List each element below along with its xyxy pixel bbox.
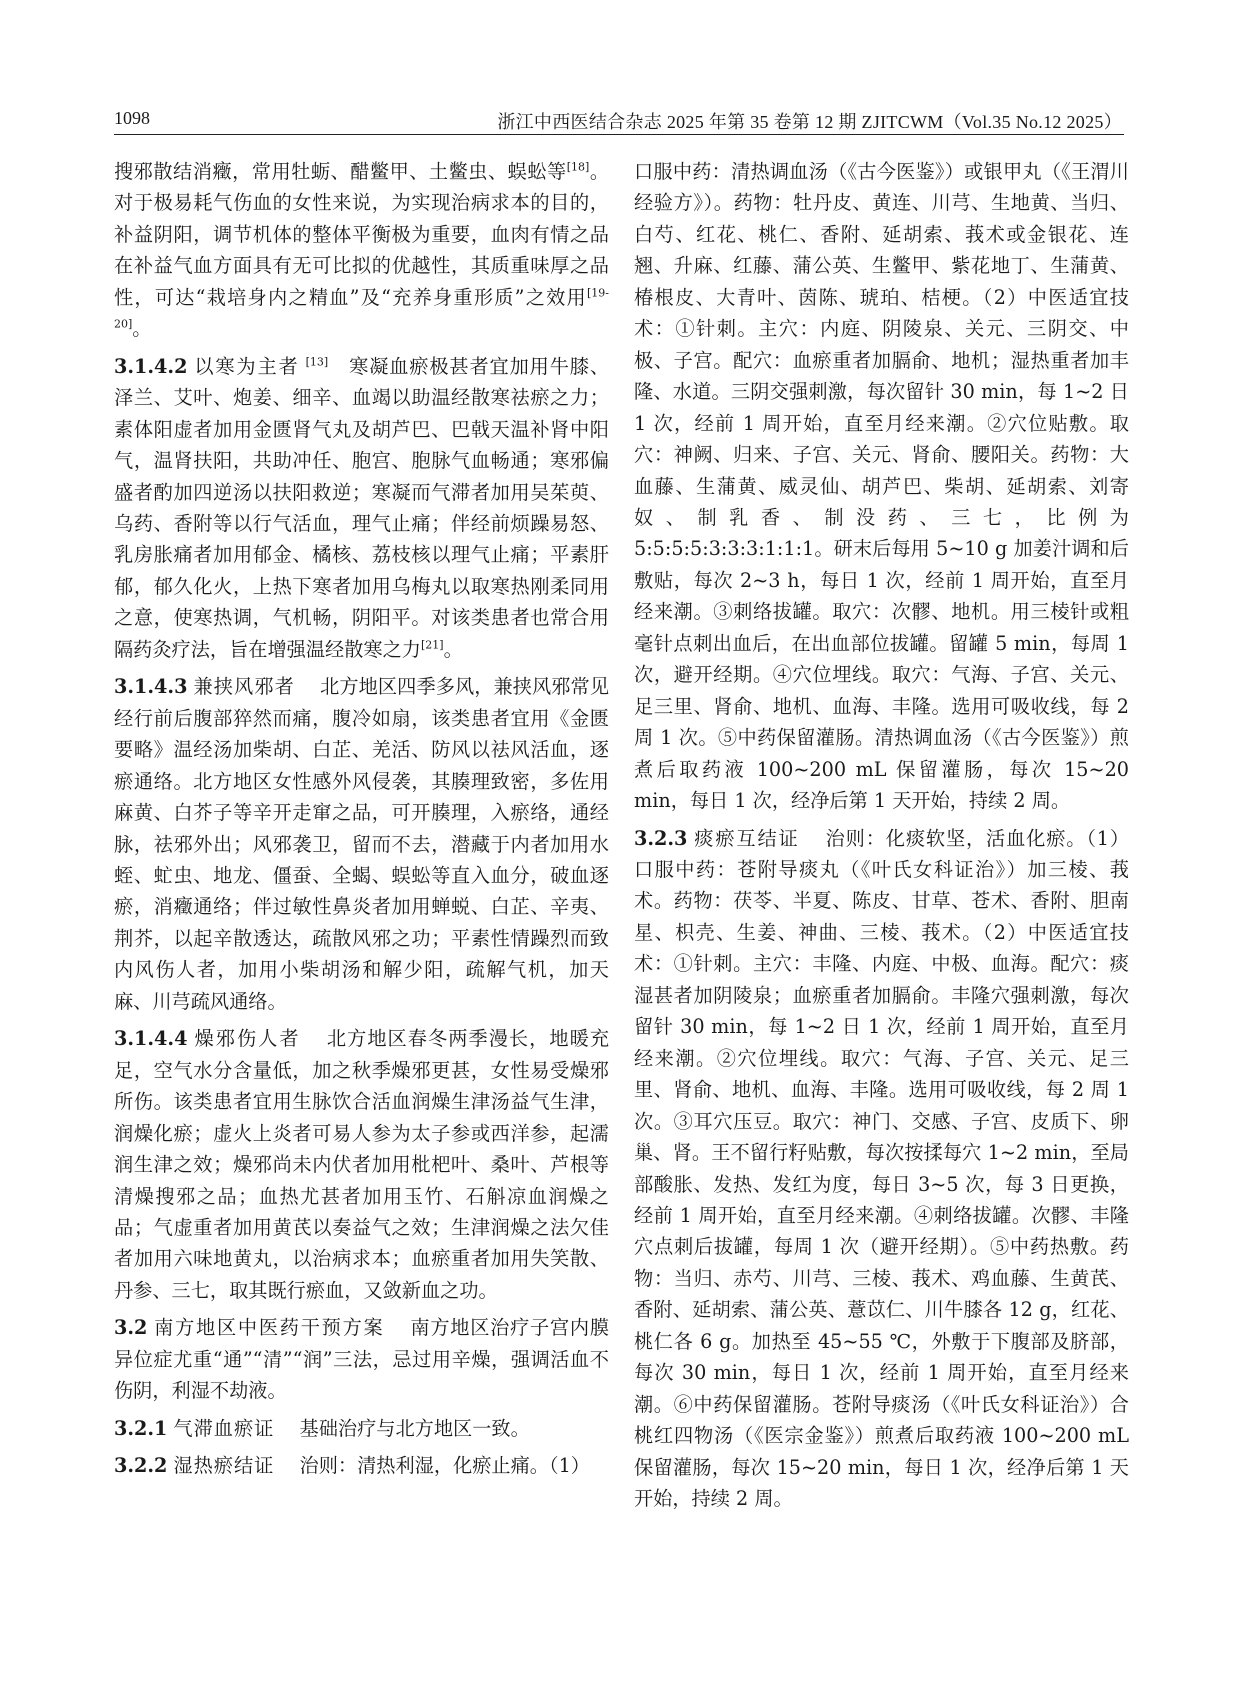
section-3-1-4-3 — [114, 671, 609, 1017]
section-number: 3.1.4.3 — [114, 675, 188, 699]
section-number: 3.2 — [114, 1316, 148, 1340]
body-text: 南方地区治疗子宫内膜异位症尤重“通”“清”“润”三法，忌过用辛燥，强调活血不伤阴，利湿不劫液。 — [114, 1316, 610, 1403]
section-number: 3.2.2 — [114, 1454, 168, 1478]
citation: [18] — [566, 160, 590, 174]
body-text: 北方地区春冬两季漫长，地暖充足，空气水分含量低，加之秋季燥邪更甚，女性易受燥邪所伤。该类患者宜用生脉饮合活血润燥生津汤益气生津，润燥化瘀；虚火上炎者可易人参为太子参或西洋参，起濡润生津之效；燥邪尚未内伏者加用枇杷叶、桑叶、芦根等清燥搜邪之品；血热尤甚者加用玉竹、石斛凉血润燥之品；气虚重者加用黄芪以奏益气之效；生津润燥之法欠佳者加用六味地黄丸，以治病求本；血瘀重者加用失笑散、丹参、三七，取其既行瘀血，又敛新血之功。 — [114, 1027, 610, 1302]
body-text: 。 — [132, 317, 152, 341]
citation: [19-20] — [114, 286, 609, 331]
section-number: 3.1.4.2 — [114, 354, 188, 378]
body-text: 北方地区四季多风，兼挟风邪常见经行前后腹部猝然而痛，腹冷如扇，该类患者宜用《金匮要略》温经汤加柴胡、白芷、羌活、防风以祛风活血，逐瘀通络。北方地区女性感外风侵袭，其腠理致密，多佐用麻黄、白芥子等辛开走窜之品，可开腠理，入瘀络，通经脉，祛邪外出；风邪袭卫，留而不去，潜藏于内者加用水蛭、虻虫、地龙、僵蚕、全蝎、蜈蚣等直入血分，破血逐瘀，消癥通络；伴过敏性鼻炎者加用蝉蜕、白芷、辛夷、荆芥，以起辛散透达，疏散风邪之功；平素性情躁烈而致内风伤人者，加用小柴胡汤和解少阳，疏解气机，加天麻、川芎疏风通络。 — [114, 675, 610, 1013]
body-text: 寒凝血瘀极甚者宜加用牛膝、泽兰、艾叶、炮姜、细辛、血竭以助温经散寒祛瘀之力；素体阳虚者加用金匮肾气丸及胡芦巴、巴戟天温补肾中阳气，温肾扶阳，共助冲任、胞宫、胞脉气血畅通；寒邪偏盛者酌加四逆汤以扶阳救逆；寒凝而气滞者加用吴茱萸、乌药、香附等以行气活血，理气止痛；伴经前烦躁易怒、乳房胀痛者加用郁金、橘核、荔枝核以理气止痛；平素肝郁，郁久化火，上热下寒者加用乌梅丸以取寒热刚柔同用之意，使寒热调，气机畅，阴阳平。对该类患者也常合用隔药灸疗法，旨在增强温经散寒之力 — [114, 354, 610, 661]
section-number: 3.2.3 — [634, 826, 688, 850]
citation: [13] — [305, 355, 329, 369]
section-3-2 — [114, 1312, 609, 1406]
section-title: 气滞血瘀证 — [173, 1416, 275, 1440]
page-header — [0, 0, 1240, 150]
section-title: 痰瘀互结证 — [693, 826, 800, 850]
header-rule — [114, 134, 1124, 135]
citation: [21] — [421, 638, 444, 652]
section-title: 燥邪伤人者 — [193, 1027, 301, 1051]
body-text: 。 — [443, 637, 463, 661]
section-3-1-4-2 — [114, 351, 609, 666]
section-title: 兼挟风邪者 — [193, 675, 295, 699]
section-title: 南方地区中医药干预方案 — [153, 1316, 385, 1340]
body-text: 治则：清热利湿，化瘀止痛。（1） — [299, 1454, 590, 1478]
section-3-2-2 — [114, 1450, 609, 1481]
section-3-1-4-4 — [114, 1023, 609, 1306]
right-column — [634, 156, 1129, 1514]
body-text: 。对于极易耗气伤血的女性来说，为实现治病求本的目的，补益阴阳，调节机体的整体平衡极为重要，血肉有情之品在补益气血方面具有无可比拟的优越性，其质重味厚之品性，可达“栽培身内之精血”及“充养身重形质”之效用 — [114, 160, 610, 309]
section-title: 以寒为主者 — [193, 354, 300, 378]
section-number: 3.1.4.4 — [114, 1027, 188, 1051]
section-number: 3.2.1 — [114, 1416, 168, 1440]
paragraph — [114, 156, 609, 345]
section-3-2-3 — [634, 823, 1129, 1515]
section-title: 湿热瘀结证 — [173, 1454, 275, 1478]
paragraph — [634, 156, 1129, 817]
body-text: 搜邪散结消癥，常用牡蛎、醋鳖甲、土鳖虫、蜈蚣等 — [114, 160, 567, 183]
body-text: 口服中药：清热调血汤（《古今医鉴》）或银甲丸（《王渭川经验方》）。药物：牡丹皮、黄连、川芎、生地黄、当归、白芍、红花、桃仁、香附、延胡索、莪术或金银花、连翘、升麻、红藤、蒲公英、生鳖甲、紫花地丁、生蒲黄、椿根皮、大青叶、茵陈、琥珀、桔梗。（2）中医适宜技术：①针刺。主穴：内庭、阴陵泉、关元、三阴交、中极、子宫。配穴：血瘀重者加膈俞、地机；湿热重者加丰隆、水道。三阴交强刺激，每次留针 30 min，每 1~2 日 1 次，经前 1 周开始，直至月经来潮。②穴位贴敷。取穴：神阙、归来、子宫、关元、肾俞、腰阳关。药物：大血藤、生蒲黄、威灵仙、胡芦巴、柴胡、延胡索、刘寄奴、制乳香、制没药、三七，比例为 5:5:5:5:3:3:3:1:1:1。研末后每用 5~10 g 加姜汁调和后敷贴，每次 2~3 h，每日 1 次，经前 1 周开始，直至月经来潮。③刺络拔罐。取穴：次髎、地机。用三棱针或粗毫针点刺出血后，在出血部位拔罐。留罐 5 min，每周 1 次，避开经期。④穴位埋线。取穴：气海、子宫、关元、足三里、肾俞、地机、血海、丰隆。选用可吸收线，每 2 周 1 次。⑤中药保留灌肠。清热调血汤（《古今医鉴》）煎煮后取药液 100~200 mL 保留灌肠，每次 15~20 min，每日 1 次，经净后第 1 天开始，持续 2 周。 — [634, 160, 1129, 813]
body-text: 治则：化痰软坚，活血化瘀。（1）口服中药：苍附导痰丸（《叶氏女科证治》）加三棱、莪术。药物：茯苓、半夏、陈皮、甘草、苍术、香附、胆南星、枳壳、生姜、神曲、三棱、莪术。（2）中医适宜技术：①针刺。主穴：丰隆、内庭、中极、血海。配穴：痰湿甚者加阴陵泉；血瘀重者加膈俞。丰隆穴强刺激，每次留针 30 min，每 1~2 日 1 次，经前 1 周开始，直至月经来潮。②穴位埋线。取穴：气海、子宫、关元、足三里、肾俞、地机、血海、丰隆。选用可吸收线，每 2 周 1 次。③耳穴压豆。取穴：神门、交感、子宫、皮质下、卵巢、肾。王不留行籽贴敷，每次按揉每穴 1~2 min，至局部酸胀、发热、发红为度，每日 3~5 次，每 3 日更换，经前 1 周开始，直至月经来潮。④刺络拔罐。次髎、丰隆穴点刺后拔罐，每周 1 次（避开经期）。⑤中药热敷。药物：当归、赤芍、川芎、三棱、莪术、鸡血藤、生黄芪、香附、延胡索、蒲公英、薏苡仁、川牛膝各 12 g，红花、桃仁各 6 g。加热至 45~55 ℃，外敷于下腹部及脐部，每次 30 min，每日 1 次，经前 1 周开始，直至月经来潮。⑥中药保留灌肠。苍附导痰汤（《叶氏女科证治》）合桃红四物汤（《医宗金鉴》）煎煮后取药液 100~200 mL 保留灌肠，每次 15~20 min，每日 1 次，经净后第 1 天开始，持续 2 周。 — [634, 826, 1130, 1511]
left-column — [114, 156, 609, 1482]
section-3-2-1 — [114, 1413, 609, 1444]
running-head: 浙江中西医结合杂志 2025 年第 35 卷第 12 期 ZJITCWM（Vol.35 No.12 2025） — [497, 112, 1122, 132]
body-text: 基础治疗与北方地区一致。 — [299, 1416, 530, 1440]
page-number: 1098 — [114, 108, 150, 128]
